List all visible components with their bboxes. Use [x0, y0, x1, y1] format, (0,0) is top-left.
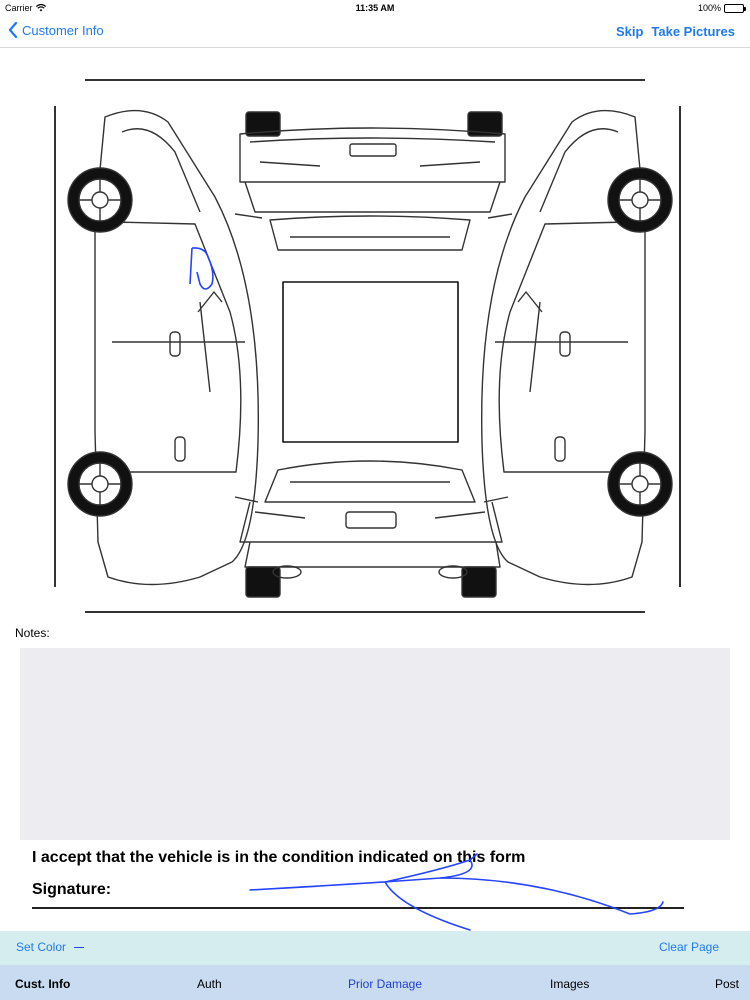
right-side-view: [482, 111, 672, 585]
front-view: [235, 112, 512, 250]
vehicle-damage-diagram[interactable]: [50, 72, 690, 620]
status-bar: [0, 0, 750, 16]
back-button[interactable]: [8, 22, 104, 38]
battery-icon: [724, 4, 744, 13]
notes-label: Notes:: [15, 626, 50, 640]
skip-button[interactable]: Skip: [615, 24, 644, 39]
back-button-label: Customer Info: [22, 22, 104, 38]
color-swatch-icon: [74, 947, 84, 948]
acceptance-statement: I accept that the vehicle is in the condition indicated on this form: [32, 849, 526, 866]
clear-page-button[interactable]: Clear Page: [658, 940, 719, 954]
rear-view: [235, 461, 508, 597]
signature-label: Signature:: [32, 881, 112, 898]
navigation-bar: [0, 16, 750, 48]
notes-field[interactable]: [20, 648, 730, 840]
tab-bar: [0, 965, 750, 1000]
battery-percent: 100%: [697, 3, 721, 13]
chevron-left-icon: [8, 22, 18, 38]
set-color-button[interactable]: [16, 940, 84, 954]
status-time: 11:35 AM: [355, 3, 395, 13]
tab-cust-info[interactable]: Cust. Info: [15, 977, 71, 991]
nav-actions: [616, 24, 735, 39]
left-side-view: [68, 111, 258, 585]
carrier-label: Carrier: [5, 3, 33, 13]
tab-post[interactable]: Post: [715, 977, 740, 991]
tab-images[interactable]: Images: [550, 977, 590, 991]
damage-mark: [190, 248, 213, 289]
drawing-toolbar: [0, 931, 750, 965]
status-right: [698, 3, 744, 13]
signature-drawing[interactable]: [240, 848, 680, 934]
take-pictures-button[interactable]: Take Pictures: [651, 24, 735, 39]
tab-auth[interactable]: Auth: [197, 977, 222, 991]
set-color-label: Set Color: [16, 940, 67, 954]
tab-prior-damage[interactable]: Prior Damage: [348, 977, 423, 991]
